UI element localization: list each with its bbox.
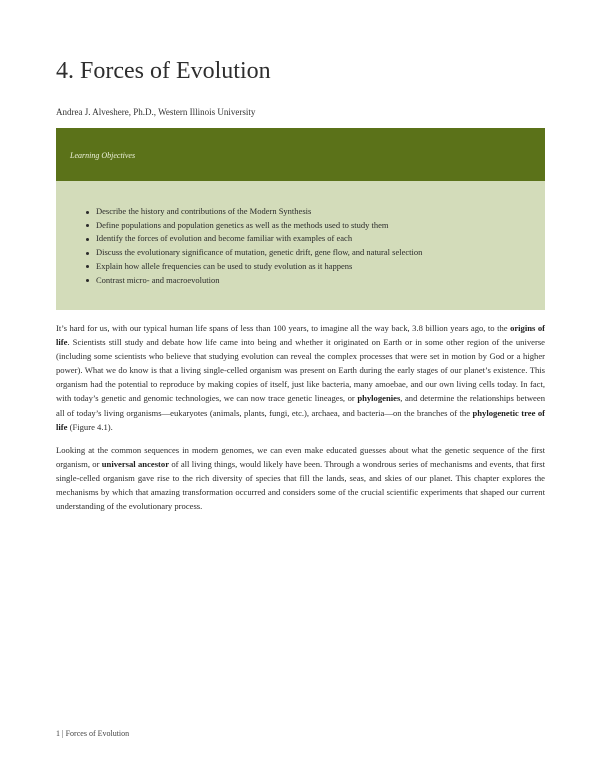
page-number: 1 xyxy=(56,729,60,738)
learning-objectives-heading: Learning Objectives xyxy=(70,151,136,160)
objective-item: Contrast micro- and macroevolution xyxy=(86,274,422,288)
objective-item: Describe the history and contributions of the Modern Synthesis xyxy=(86,205,422,219)
objective-item: Discuss the evolutionary significance of mutation, genetic drift, gene flow, and natural selection xyxy=(86,246,422,260)
objective-item: Define populations and population genetics as well as the methods used to study them xyxy=(86,219,422,233)
author-line: Andrea J. Alveshere, Ph.D., Western Illinois University xyxy=(56,107,256,117)
objective-item: Identify the forces of evolution and become familiar with examples of each xyxy=(86,232,422,246)
term-phylogenies: phylogenies xyxy=(357,393,401,404)
page-footer xyxy=(56,729,129,739)
paragraph-text: (Figure 4.1). xyxy=(67,421,113,432)
body-paragraph-1 xyxy=(56,321,545,434)
paragraph-text: . Scientists still study and debate how life came into being and whether it originated on Earth or in some other region of the universe (including some scientists who believe that studying evolution can reveal the complex processes that were set in motion by God or a higher power). What we do know is that a living single-celled organism was present on Earth during the early stages of our planet’s existence. This organism had the potential to reproduce by making copies of itself, just like bacteria, many amoebae, and our own living cells today. In fact, with today’s genetic and genomic technologies, we can now trace genetic lineages, or xyxy=(56,337,545,404)
term-universal-ancestor: universal ancestor xyxy=(101,459,170,470)
term-phylogenetic-tree-of-life: phylogenetic tree of life xyxy=(56,407,545,432)
paragraph-text: It’s hard for us, with our typical human life spans of less than 100 years, to imagine all the way back, 3.8 billion years ago, to the xyxy=(56,323,511,333)
learning-objectives-header xyxy=(56,128,545,181)
running-title: Forces of Evolution xyxy=(65,729,130,738)
chapter-title: 4. Forces of Evolution xyxy=(56,58,271,84)
learning-objectives-body xyxy=(56,181,545,310)
objective-item: Explain how allele frequencies can be used to study evolution as it happens xyxy=(86,260,422,274)
paragraph-text: of all living things, would likely have been. Through a wondrous series of mechanisms and events, that first single-celled organism gave rise to the rich diversity of species that fill the lands, seas, and skies of our planet. This chapter explores the mechanisms by which that amazing transformation occurred and considers some of the crucial scientific experiments that shaped our current understanding of the evolutionary process. xyxy=(56,459,545,512)
objectives-list xyxy=(86,205,422,287)
term-origins-of-life: origins of life xyxy=(56,323,545,348)
learning-objectives-box xyxy=(56,128,545,310)
paragraph-text: Looking at the common sequences in modern genomes, we can even make educated guesses about what the genetic sequence of the first organism, or xyxy=(56,445,545,470)
body-paragraph-2 xyxy=(56,443,545,513)
paragraph-text: , and determine the relationships between all of today’s living organisms—eukaryotes (animals, plants, fungi, etc.), archaea, and bacteria—on the branches of the xyxy=(56,393,545,418)
footer-separator: | xyxy=(62,729,64,738)
